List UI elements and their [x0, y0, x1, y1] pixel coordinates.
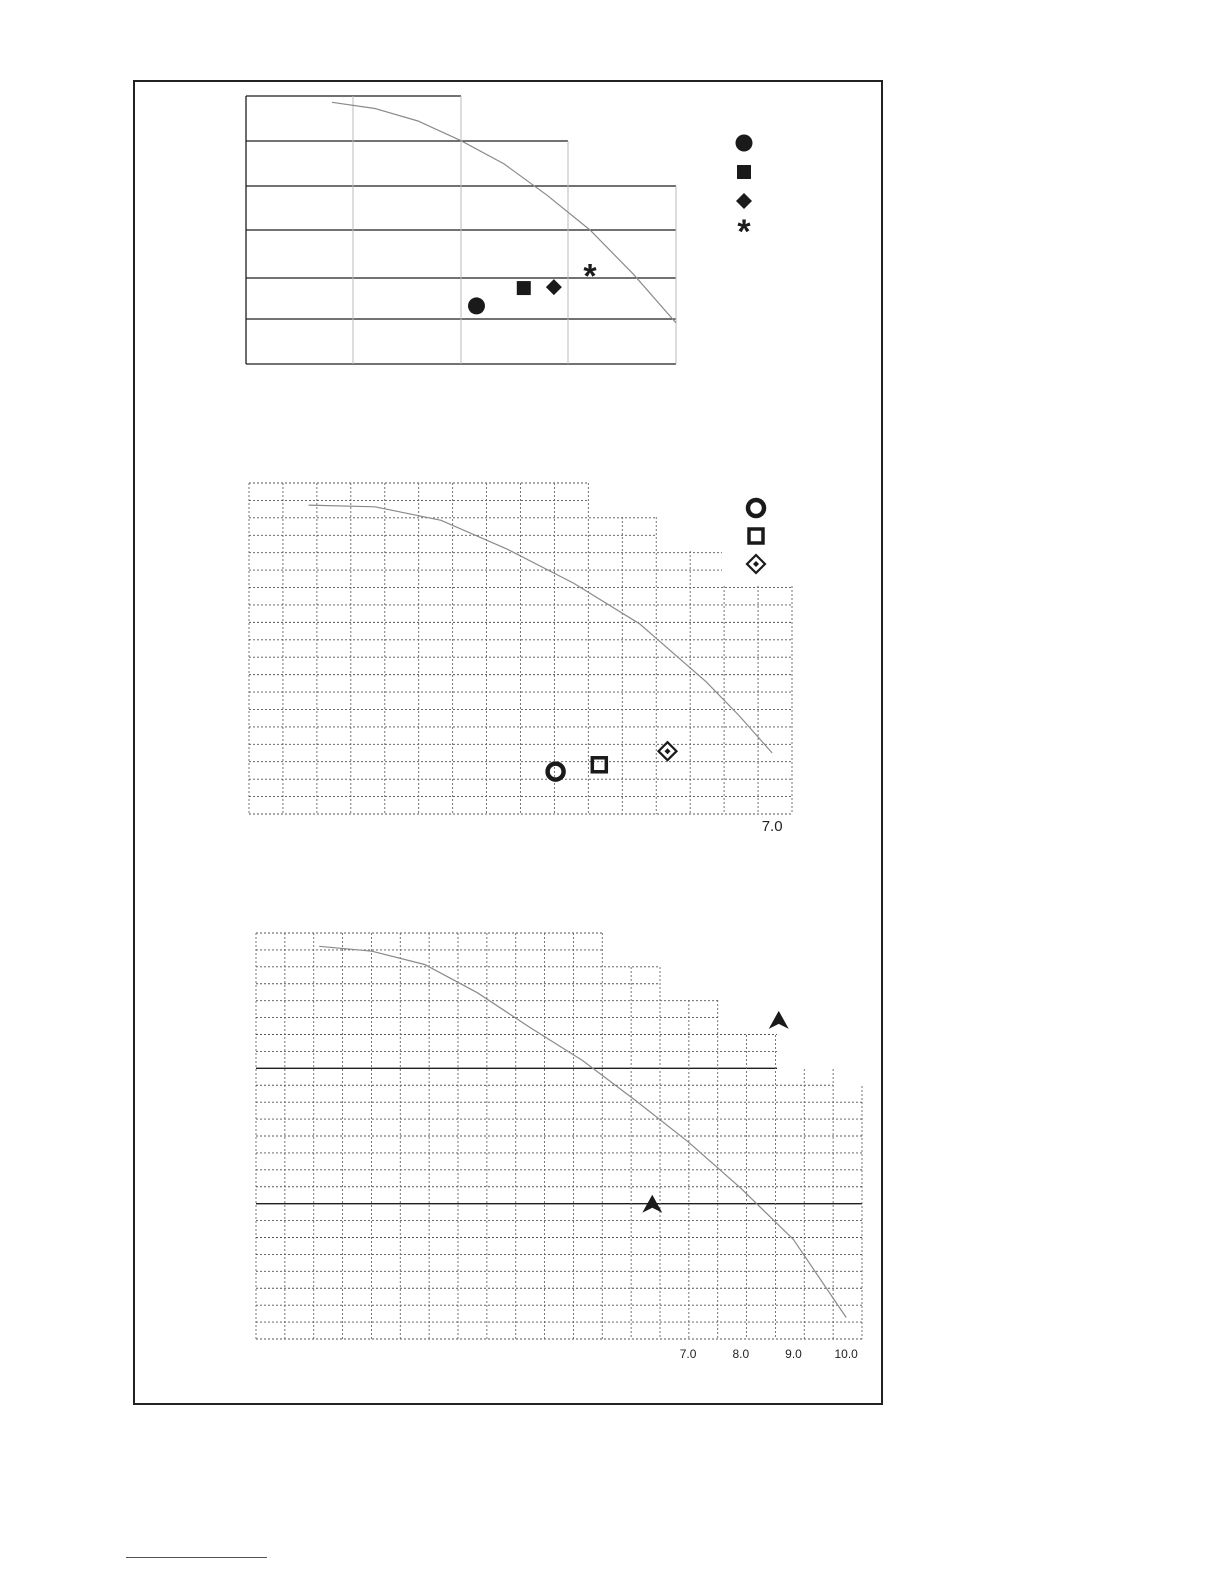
- data-point-filled-circle: [468, 297, 485, 314]
- legend-open-diamond: [747, 555, 765, 573]
- x-tick-label: 10.0: [834, 1347, 858, 1361]
- x-tick-label: 9.0: [785, 1347, 802, 1361]
- legend-asterisk: *: [737, 213, 751, 251]
- legend-open-square: [749, 529, 763, 543]
- data-point-open-diamond: [659, 742, 677, 760]
- chart-2-grid: [249, 483, 792, 814]
- x-tick-label: 8.0: [732, 1347, 750, 1361]
- legend-open-circle: [748, 500, 764, 516]
- legend-open-diamond-inner: [753, 561, 759, 567]
- data-point-open-square: [592, 758, 606, 772]
- legend-filled-square: [737, 165, 751, 179]
- curve-line: [319, 946, 846, 1317]
- data-point-open-circle: [548, 764, 564, 780]
- footnote-rule: [126, 1557, 267, 1558]
- data-point-filled-square: [517, 281, 531, 295]
- curve-line: [332, 102, 676, 323]
- data-point-filled-diamond: [546, 279, 562, 295]
- chart-1-plot: [246, 96, 676, 364]
- data-point-open-diamond-inner: [665, 748, 671, 754]
- data-point-filled-triangle: [769, 1011, 789, 1029]
- legend-filled-circle: [736, 135, 753, 152]
- legend-filled-diamond: [736, 193, 752, 209]
- curve-line: [309, 505, 772, 753]
- data-point-asterisk: *: [583, 257, 597, 296]
- chart-3-grid: [256, 933, 862, 1339]
- x-tick-label: 7.0: [679, 1347, 697, 1361]
- x-tick-label: 7.0: [761, 818, 783, 835]
